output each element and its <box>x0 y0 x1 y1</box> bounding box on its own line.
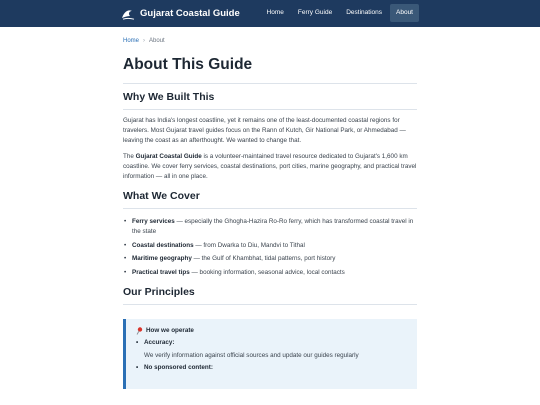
wave-icon <box>121 8 135 20</box>
guide-name-emphasis: Gujarat Coastal Guide <box>135 153 202 160</box>
top-navbar <box>0 0 540 27</box>
breadcrumb-home-link[interactable]: Home <box>123 38 140 44</box>
section-divider <box>123 109 417 110</box>
section-heading-coverage: What We Cover <box>123 190 200 202</box>
list-item: • Practical travel tips — booking information, seasonal advice, local contacts <box>123 268 417 278</box>
section-divider <box>123 208 417 209</box>
section-heading-principles: Our Principles <box>123 285 195 298</box>
section-heading-why: Why We Built This <box>123 91 215 103</box>
title-divider <box>123 83 417 84</box>
list-item: • Ferry services — especially the Ghogha-Hazira Ro-Ro ferry, which has transformed coastal travel in the state <box>123 217 417 237</box>
nav-link-about[interactable]: About <box>390 4 419 22</box>
paragraph-intro: Gujarat has India's longest coastline, yet it remains one of the least-documented coastal regions for travelers. Most Gujarat travel guides focus on the Rann of Kutch, Gir National Park, or Ahmedabad — leaving the coast as an afterthought. We wanted to change that. <box>123 117 406 144</box>
section-divider <box>123 304 417 305</box>
nav-link-destinations[interactable]: Destinations <box>346 9 382 16</box>
nav-links <box>261 4 419 22</box>
main-content <box>123 27 423 389</box>
breadcrumb-current: About <box>149 38 165 44</box>
paragraph-about-guide: The Gujarat Coastal Guide is a volunteer-maintained travel resource dedicated to Gujarat's 1,600 km coastline. We cover ferry services, coastal destinations, port cities, marine geography, and practical travel information — all in one place. <box>123 153 417 180</box>
nav-link-ferry-guide[interactable]: Ferry Guide <box>297 9 333 16</box>
pushpin-icon <box>136 327 143 335</box>
list-item: • Maritime geography — the Gulf of Khambhat, tidal patterns, port history <box>123 254 417 264</box>
breadcrumb <box>123 38 423 44</box>
principle-accuracy-desc: We verify information against official sources and update our guides regularly <box>144 351 359 359</box>
page-title: About This Guide <box>123 56 253 73</box>
coverage-list <box>123 217 423 278</box>
brand-logo[interactable] <box>121 8 240 20</box>
breadcrumb-separator: › <box>143 38 146 44</box>
brand-name: Gujarat Coastal Guide <box>140 8 240 19</box>
callout-list <box>136 338 407 373</box>
callout-title: How we operate <box>136 326 407 336</box>
principles-callout <box>123 319 417 389</box>
list-item: • Coastal destinations — from Dwarka to Diu, Mandvi to Tithal <box>123 241 417 251</box>
principle-no-sponsored: • No sponsored content: <box>136 363 407 373</box>
nav-link-home[interactable]: Home <box>266 9 284 16</box>
principle-accuracy: • Accuracy: <box>136 338 407 348</box>
